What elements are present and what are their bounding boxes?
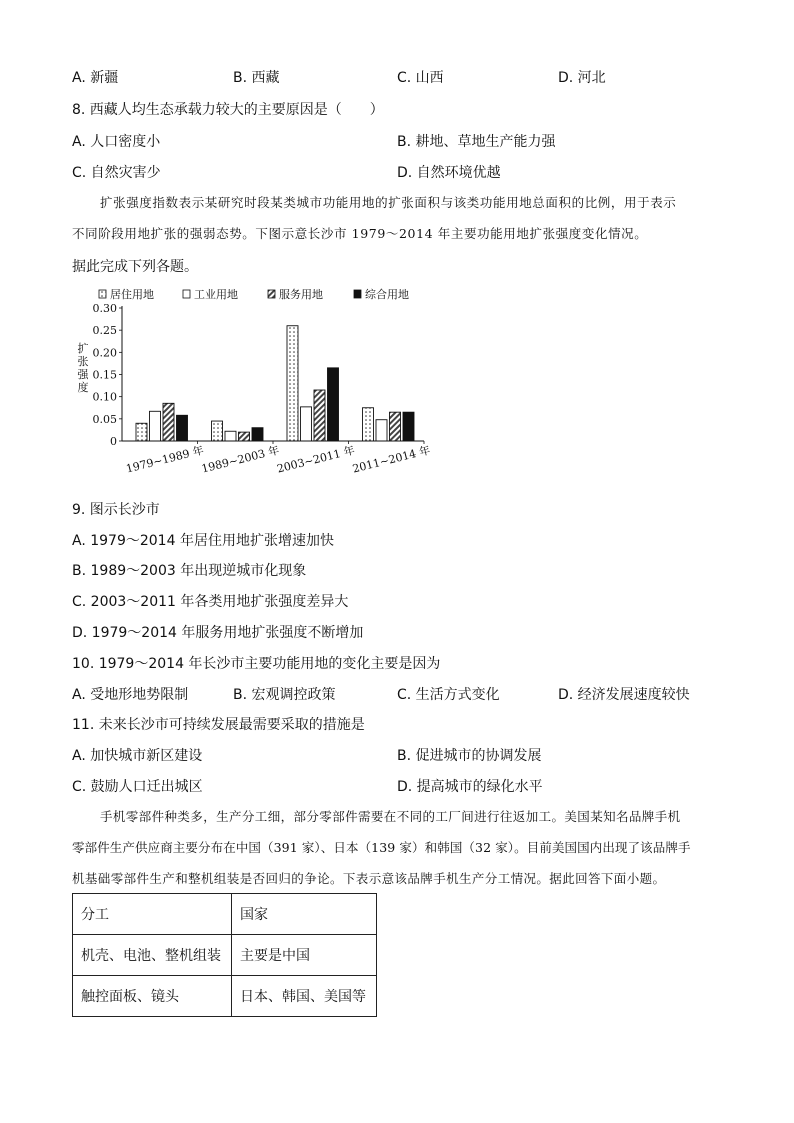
bar: [403, 412, 414, 441]
q9-option-a: A. 1979～2014 年居住用地扩张增速加快: [72, 533, 334, 549]
bar: [252, 428, 263, 441]
legend-swatch: [99, 290, 106, 298]
q8-option-c: C. 自然灾害少: [72, 165, 161, 181]
table-header-row: [73, 894, 377, 935]
q7-option-a: A. 新疆: [72, 70, 119, 86]
q8-option-d: D. 自然环境优越: [397, 165, 501, 181]
q10-option-c: C. 生活方式变化: [397, 687, 500, 703]
bars: [136, 326, 414, 441]
y-tick-label: 0: [110, 435, 117, 448]
q9-option-d: D. 1979～2014 年服务用地扩张强度不断增加: [72, 625, 364, 641]
y-tick-label: 0.25: [92, 324, 117, 338]
y-axis-label: 扩: [77, 342, 89, 355]
q7-option-c: C. 山西: [397, 70, 444, 86]
bar: [287, 326, 298, 441]
q11-option-d: D. 提高城市的绿化水平: [397, 779, 543, 795]
q11-stem: 11. 未来长沙市可持续发展最需要采取的措施是: [72, 717, 365, 733]
q9-option-c: C. 2003～2011 年各类用地扩张强度差异大: [72, 594, 349, 610]
y-axis-label: 张: [77, 355, 89, 368]
q8-stem: 8. 西藏人均生态承载力较大的主要原因是（ ）: [72, 102, 384, 118]
bar: [328, 368, 339, 441]
q7-option-d: D. 河北: [558, 70, 606, 86]
expansion-intensity-chart: [72, 282, 432, 482]
legend-swatch: [354, 290, 361, 298]
q11-option-b: B. 促进城市的协调发展: [397, 748, 542, 764]
table-cell: 机壳、电池、整机组装: [73, 935, 232, 976]
bar: [301, 407, 312, 441]
passage2-line3: 机基础零部件生产和整机组装是否回归的争论。下表示意该品牌手机生产分工情况。据此回答下面小题。: [72, 871, 666, 886]
bar: [177, 415, 188, 441]
y-axis: [78, 302, 123, 448]
y-tick-label: 0.10: [92, 390, 117, 404]
table-row: [73, 935, 377, 976]
x-tick-label: 1989~2003 年: [200, 443, 281, 476]
table-cell: 日本、韩国、美国等: [232, 976, 377, 1017]
q8-option-b: B. 耕地、草地生产能力强: [397, 134, 556, 150]
bar: [314, 390, 325, 441]
table-header-cell: 国家: [232, 894, 377, 935]
q10-option-d: D. 经济发展速度较快: [558, 687, 690, 703]
bar: [239, 432, 250, 441]
legend-swatch: [183, 290, 190, 298]
bar: [150, 411, 161, 441]
table-header-cell: 分工: [73, 894, 232, 935]
bar: [363, 408, 374, 441]
bar: [225, 431, 236, 441]
table-row: [73, 976, 377, 1017]
passage1-line1: 扩张强度指数表示某研究时段某类城市功能用地的扩张面积与该类功能用地总面积的比例，用于表示: [100, 195, 677, 210]
passage1-line3: 据此完成下列各题。: [72, 259, 198, 275]
q11-option-c: C. 鼓励人口迁出城区: [72, 779, 203, 795]
y-tick-label: 0.30: [92, 302, 117, 315]
legend-label: 工业用地: [194, 288, 238, 301]
q9-stem: 9. 图示长沙市: [72, 502, 160, 518]
y-axis-label: 度: [77, 381, 89, 394]
x-tick-label: 1979~1989 年: [124, 443, 206, 476]
chart-legend: [99, 287, 409, 301]
q10-option-a: A. 受地形地势限制: [72, 687, 189, 703]
x-tick-label: 2011~2014 年: [351, 443, 432, 476]
q7-option-b: B. 西藏: [233, 70, 280, 86]
bar: [390, 412, 401, 441]
bar: [136, 423, 147, 441]
bar: [163, 403, 174, 441]
table-cell: 主要是中国: [232, 935, 377, 976]
legend-label: 服务用地: [279, 288, 323, 301]
q8-option-a: A. 人口密度小: [72, 134, 161, 150]
bar: [376, 420, 387, 441]
y-tick-label: 0.05: [92, 412, 117, 426]
passage2-line1: 手机零部件种类多，生产分工细，部分零部件需要在不同的工厂间进行往返加工。美国某知名品牌手机: [100, 809, 681, 824]
legend-label: 居住用地: [110, 288, 154, 301]
y-tick-label: 0.15: [92, 368, 117, 382]
x-axis: [122, 441, 432, 476]
q9-option-b: B. 1989～2003 年出现逆城市化现象: [72, 563, 307, 579]
division-table: [72, 893, 377, 1017]
bar: [212, 421, 223, 441]
q10-stem: 10. 1979～2014 年长沙市主要功能用地的变化主要是因为: [72, 656, 441, 672]
passage1-line2: 不同阶段用地扩张的强弱态势。下图示意长沙市 1979～2014 年主要功能用地扩张强度变化情况。: [72, 226, 648, 241]
y-axis-label: 强: [77, 368, 89, 381]
q11-option-a: A. 加快城市新区建设: [72, 748, 203, 764]
q10-option-b: B. 宏观调控政策: [233, 687, 336, 703]
table-cell: 触控面板、镜头: [73, 976, 232, 1017]
x-tick-label: 2003~2011 年: [275, 443, 357, 476]
y-tick-label: 0.20: [92, 346, 117, 360]
legend-label: 综合用地: [365, 288, 409, 301]
legend-swatch: [268, 290, 275, 298]
passage2-line2: 零部件生产供应商主要分布在中国（391 家）、日本（139 家）和韩国（32 家）。目前美国国内出现了该品牌手: [72, 840, 691, 855]
